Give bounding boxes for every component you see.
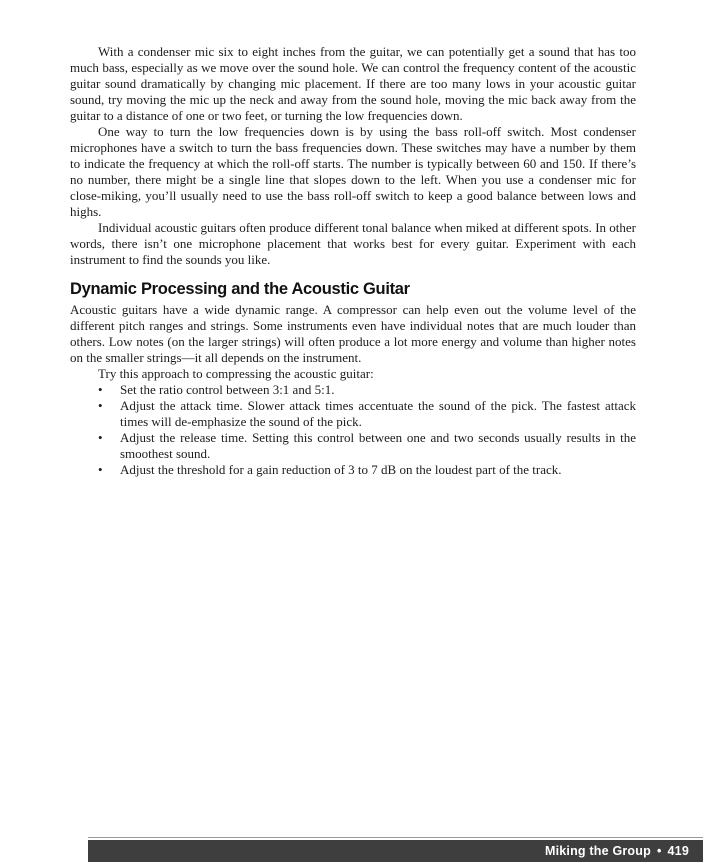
bullet-item-ratio: • Set the ratio control between 3:1 and 5:1. <box>70 382 636 398</box>
footer-page-number: 419 <box>667 844 689 858</box>
bullet-item-release: • Adjust the release time. Setting this control between one and two seconds usually results in the smoothest sound. <box>70 430 636 462</box>
page-content <box>70 44 636 478</box>
paragraph-bass-rolloff: One way to turn the low frequencies down is by using the bass roll-off switch. Most condenser microphones have a switch to turn the bass frequencies down. These switches may have a number by them to indicate the frequency at which the roll-off starts. The number is typically between 60 and 150. If there’s no number, there might be a single line that slopes down to the left. When you use a condenser mic for close-miking, you’ll usually need to use the bass roll-off switch to keep a good balance between lows and highs. <box>70 124 636 219</box>
paragraph-tonal-balance: Individual acoustic guitars often produce different tonal balance when miked at different spots. In other words, there isn’t one microphone placement that works best for every guitar. Experiment with each instrument to find the sounds you like. <box>70 220 636 267</box>
bullet-item-threshold: • Adjust the threshold for a gain reduction of 3 to 7 dB on the loudest part of the track. <box>70 462 636 478</box>
paragraph-condenser-mic: With a condenser mic six to eight inches from the guitar, we can potentially get a sound that has too much bass, especially as we move over the sound hole. We can control the frequency content of the acoustic guitar sound dramatically by changing mic placement. If there are too many lows in your acoustic guitar sound, try moving the mic up the neck and away from the sound hole, moving the mic back away from the guitar to a distance of one or two feet, or turning the low frequencies down. <box>70 44 636 123</box>
footer-rule <box>88 837 703 838</box>
bullet-item-attack: • Adjust the attack time. Slower attack times accentuate the sound of the pick. The fastest attack times will de-emphasize the sound of the pick. <box>70 398 636 430</box>
footer-bar <box>88 840 703 862</box>
bullet-list <box>70 382 636 478</box>
bullet-list-intro: Try this approach to compressing the acoustic guitar: <box>98 366 374 381</box>
section-heading: Dynamic Processing and the Acoustic Guitar <box>70 280 410 298</box>
paragraph-dynamic-range: Acoustic guitars have a wide dynamic range. A compressor can help even out the volume level of the different pitch ranges and strings. Some instruments even have individual notes that are much louder than others. Low notes (on the larger strings) will often produce a lot more energy and volume than higher notes on the smaller strings—it all depends on the instrument. <box>70 302 636 365</box>
footer-section-title: Miking the Group <box>544 844 651 858</box>
footer-separator: • <box>656 844 662 858</box>
